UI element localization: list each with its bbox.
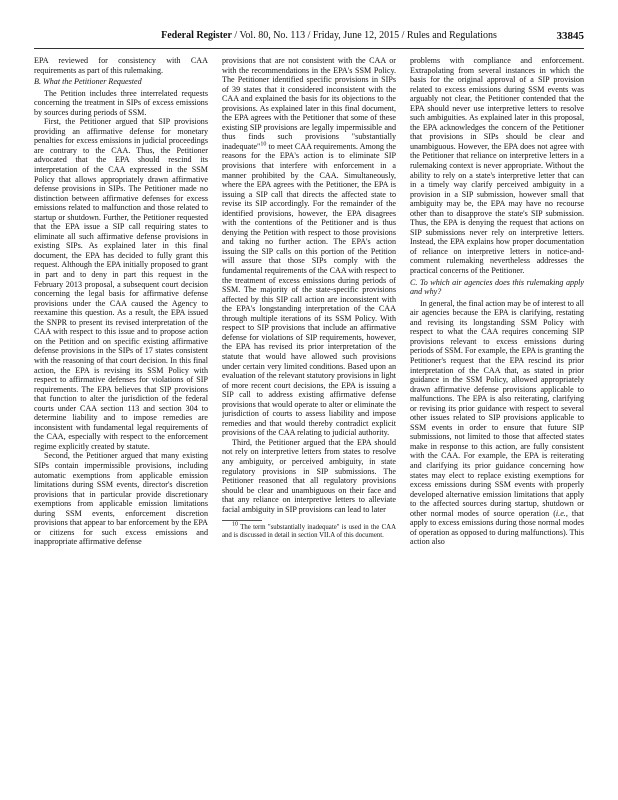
paragraph [222, 56, 396, 438]
column-3 [410, 56, 584, 776]
header-rule [34, 48, 584, 49]
footnote-number: 10 [232, 521, 238, 528]
page-header [34, 30, 584, 46]
paragraph-text: , that apply to excess emissions during those normal modes of operation as opposed to during malfunctions). This action also [410, 508, 584, 547]
footnote-text: The term "substantially inadequate" is used in the CAA and is discussed in detail in section VII.A of this document. [222, 524, 396, 540]
running-head [114, 30, 544, 41]
subheading-c: C. To which air agencies does this rulemaking apply and why? [410, 277, 584, 297]
paragraph [410, 299, 584, 547]
text-columns [34, 56, 584, 776]
paragraph: EPA reviewed for consistency with CAA requirements as part of this rulemaking. [34, 56, 208, 75]
paragraph: Second, the Petitioner argued that many existing SIPs contain impermissible provisions, including automatic exemptions from applicable emission limitations during SSM events, director's discretion provisions that in particular provide discretionary exemptions from applicable emission limitations during SSM events, enforcement discretion provisions that appear to bar enforcement by the EPA or citizens for such excess emissions and inappropriate affirmative defense [34, 451, 208, 547]
paragraph: problems with compliance and enforcement. Extrapolating from several instances in which the basis for the original approval of a SIP provision related to excess emissions during SSM events was arguably not clear, the Petitioner contended that the EPA should never use interpretive letters to resolve such ambiguities. As explained later in this proposal, the EPA acknowledges the concern of the Petitioner that provisions in SIPs should be clear and unambiguous. However, the EPA does not agree with the Petitioner that reliance on interpretive letters in a rulemaking context is never appropriate. Without the ability to rely on a state's interpretive letter that can in a timely way clarify perceived ambiguity in a provision in a SIP submission, however small that ambiguity may be, the EPA may have no recourse other than to disapprove the state's SIP submission. Thus, the EPA is denying the request that actions on SIP submissions never rely on interpretive letters. Instead, the EPA explains how proper documentation of reliance on interpretive letters in notice-and-comment rulemaking nevertheless addresses the practical concerns of the Petitioner. [410, 56, 584, 276]
page-number: 33845 [556, 30, 584, 42]
footnote-reference: 10 [260, 141, 267, 148]
issue-details: / Vol. 80, No. 113 / Friday, June 12, 2015 / Rules and Regulations [231, 30, 497, 41]
paragraph-text: In general, the final action may be of interest to all air agencies because the EPA is clarifying, restating and revising its longstanding SSM Policy with respect to what the CAA requires concerning SIP provisions relevant to excess emissions during periods of SSM. For example, the EPA is granting the Petitioner's request that the EPA rescind its prior interpretation of the CAA that, as stated in prior guidance in the SSM Policy, allowed appropriately drawn affirmative defense provisions applicable to malfunctions. The EPA is also reiterating, clarifying or revising its prior guidance with respect to several other issues related to SIP provisions applicable to SSM events in order to ensure that future SIP submissions, not limited to those that affected states make in response to this action, are fully consistent with the CAA. For example, the EPA is reiterating and clarifying its prior guidance concerning how states may elect to replace existing exemptions for excess emissions during SSM events with properly developed alternative emission limitations that apply to the affected sources during startup, shutdown or other normal modes of source operation ( [410, 298, 584, 518]
footnote-divider [222, 520, 262, 521]
paragraph: Third, the Petitioner argued that the EPA should not rely on interpretive letters from states to resolve any ambiguity, or perceived ambiguity, in state regulatory provisions in SIP submissions. The Petitioner reasoned that all regulatory provisions should be clear and unambiguous on their face and that any reliance on interpretive letters to alleviate facial ambiguity in SIP provisions can lead to later [222, 437, 396, 514]
column-2 [222, 56, 396, 776]
footnote [222, 521, 396, 540]
paragraph-text: to meet CAA requirements. Among the reasons for the EPA's action is to eliminate SIP provisions that interfere with enforcement in a manner prohibited by the CAA. Simultaneously, where the EPA agrees with the Petitioner, the EPA is issuing a SIP call that directs the affected state to revise its SIP accordingly. For the remainder of the identified provisions, however, the EPA disagrees with the contentions of the Petitioner and is thus denying the Petition with respect to those provisions and taking no further action. The EPA's action issuing the SIP calls on this portion of the Petition will assure that those SIPs comply with the fundamental requirements of the CAA with respect to the treatment of excess emissions during periods of SSM. The majority of the state-specific provisions affected by this SIP call action are inconsistent with the EPA's longstanding interpretation of the CAA through multiple iterations of its SSM Policy. With respect to SIP provisions that include an affirmative defense for violations of SIP requirements, however, the EPA has revised its prior interpretation of the statute that would have allowed such provisions under certain very limited conditions. Based upon an evaluation of the relevant statutory provisions in light of more recent court decisions, the EPA is issuing a SIP call to address existing affirmative defense provisions that would operate to alter or eliminate the jurisdiction of courts to assess liability and impose remedies and that would thereby contradict explicit provisions of the CAA relating to judicial authority. [222, 141, 396, 438]
paragraph-text: provisions that are not consistent with the CAA or with the recommendations in the EPA's SSM Policy. The Petitioner identified specific provisions in SIPs of 39 states that it considered inconsistent with the CAA and explained the basis for its objections to the provisions. As explained later in this final document, the EPA agrees with the Petitioner that some of these existing SIP provisions are legally impermissible and thus finds such provisions "substantially inadequate" [222, 56, 396, 151]
column-1 [34, 56, 208, 776]
abbreviation: i.e. [555, 508, 566, 518]
paragraph: The Petition includes three interrelated requests concerning the treatment in SIPs of excess emissions by sources during periods of SSM. [34, 88, 208, 117]
subheading-b: B. What the Petitioner Requested [34, 77, 142, 87]
journal-name: Federal Register [161, 30, 232, 41]
paragraph: First, the Petitioner argued that SIP provisions providing an affirmative defense for monetary penalties for excess emissions in judicial proceedings are contrary to the CAA. Thus, the Petitioner advocated that the EPA should rescind its interpretation of the CAA expressed in the SSM Policy that allows appropriately drawn affirmative defense provisions in SIPs. The Petitioner made no distinction between affirmative defenses for excess emissions related to malfunction and those related to startup or shutdown. Further, the Petitioner requested that the EPA issue a SIP call requiring states to eliminate all such affirmative defense provisions in existing SIPs. As explained later in this final document, the EPA has decided to fully grant this request. Although the EPA initially proposed to grant in part and to deny in part this request in the February 2013 proposal, a subsequent court decision concerning the legal basis for affirmative defense provisions under the CAA caused the Agency to reexamine this question. As a result, the EPA issued the SNPR to present its revised interpretation of the CAA with respect to this issue and to propose action on the Petition and on specific existing affirmative defense provisions in the SIPs of 17 states consistent with the reasoning of that court decision. In this final action, the EPA is revising its SSM Policy with respect to affirmative defenses for violations of SIP requirements. The EPA believes that SIP provisions that function to alter the jurisdiction of the federal courts under CAA section 113 and section 304 to determine liability and to impose remedies are inconsistent with fundamental legal requirements of the CAA, especially with respect to the enforcement regime explicitly created by statute. [34, 117, 208, 451]
